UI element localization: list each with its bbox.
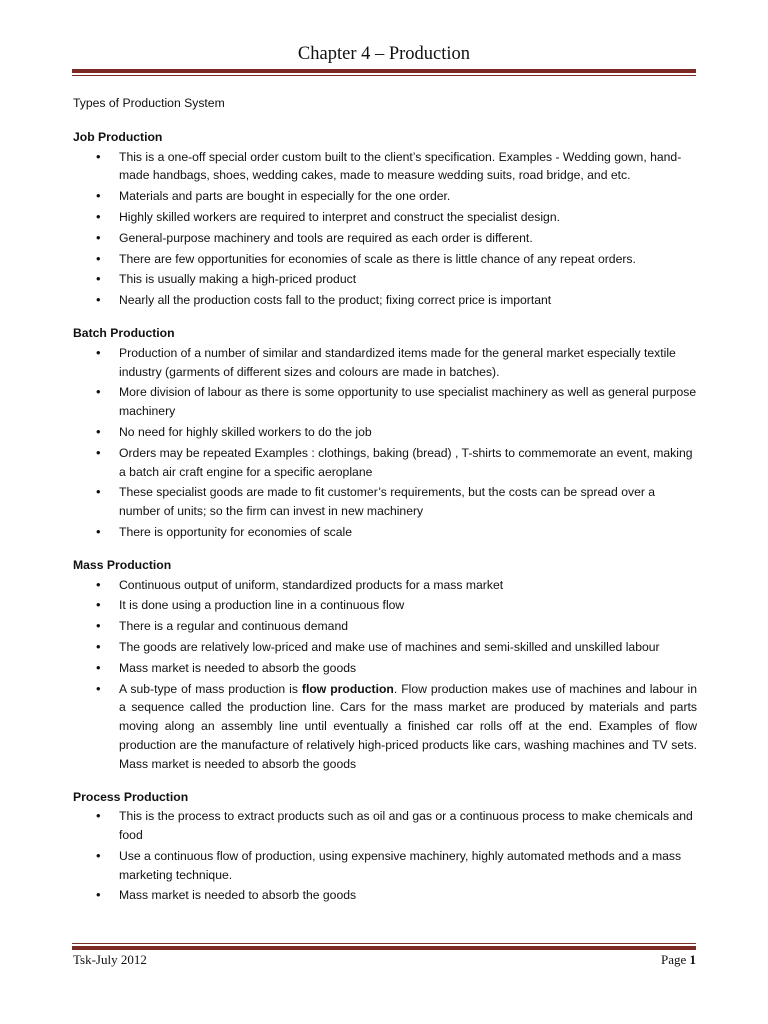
page-number bbox=[661, 952, 696, 968]
list-item: • This is a one-off special order custom built to the client’s specification. Examples - Wedding gown, hand-made handbags, shoes, wedding cakes, made to measure wedding suits, road bridge, and etc. bbox=[73, 148, 697, 186]
list-item: • Highly skilled workers are required to interpret and construct the specialist design. bbox=[73, 208, 697, 227]
list-item: • Mass market is needed to absorb the goods bbox=[73, 886, 697, 905]
job-production-list bbox=[73, 148, 697, 310]
footer-date: Tsk-July 2012 bbox=[73, 952, 147, 967]
list-item: • It is done using a production line in a continuous flow bbox=[73, 596, 697, 615]
mass-production-list bbox=[73, 576, 697, 774]
list-item: • This is the process to extract products such as oil and gas or a continuous process to make chemicals and food bbox=[73, 807, 697, 845]
section-heading-batch: Batch Production bbox=[73, 325, 175, 340]
footer-rule-thick bbox=[72, 946, 696, 950]
list-item: • Mass market is needed to absorb the goods bbox=[73, 659, 697, 678]
document-body bbox=[73, 94, 697, 919]
flow-production-term: flow production bbox=[301, 681, 394, 696]
section-heading-job: Job Production bbox=[73, 129, 163, 144]
flow-text-before: A sub-type of mass production is bbox=[119, 681, 302, 696]
list-item: • Orders may be repeated Examples : clothings, baking (bread) , T-shirts to commemorate an event, making a batch air craft engine for a specific aeroplane bbox=[73, 444, 697, 482]
list-item: • Nearly all the production costs fall to the product; fixing correct price is important bbox=[73, 291, 697, 310]
list-item: • There is a regular and continuous demand bbox=[73, 617, 697, 636]
list-item: • General-purpose machinery and tools are required as each order is different. bbox=[73, 229, 697, 248]
list-item: • Use a continuous flow of production, using expensive machinery, highly automated methods and a mass marketing technique. bbox=[73, 847, 697, 885]
list-item: • These specialist goods are made to fit customer’s requirements, but the costs can be spread over a number of units; so the firm can invest in new machinery bbox=[73, 483, 697, 521]
section-heading-mass: Mass Production bbox=[73, 557, 172, 572]
footer-rule-thin bbox=[72, 943, 696, 944]
list-item: • No need for highly skilled workers to do the job bbox=[73, 423, 697, 442]
list-item: • Continuous output of uniform, standardized products for a mass market bbox=[73, 576, 697, 595]
list-item: • There is opportunity for economies of scale bbox=[73, 523, 697, 542]
list-item: • The goods are relatively low-priced and make use of machines and semi-skilled and unskilled labour bbox=[73, 638, 697, 657]
header-rule-thick bbox=[72, 69, 696, 73]
batch-production-list bbox=[73, 344, 697, 542]
list-item: • Production of a number of similar and standardized items made for the general market especially textile industry (garments of different sizes and colours are made in batches). bbox=[73, 344, 697, 382]
flow-text-after: . Flow production makes use of machines and labour in a sequence called the production line. Cars for the mass market are produced by materials and parts moving along an assembly line until eventually a finished car rolls off at the end. Examples of flow production are the manufacture of relatively high-priced products like cars, washing machines and TV sets. Mass market is needed to absorb the goods bbox=[119, 681, 698, 771]
page-title: Chapter 4 – Production bbox=[297, 44, 471, 64]
list-item: • There are few opportunities for economies of scale as there is little chance of any repeat orders. bbox=[73, 250, 697, 269]
page-number-value: 1 bbox=[689, 952, 696, 967]
list-item: • Materials and parts are bought in especially for the one order. bbox=[73, 187, 697, 206]
process-production-list bbox=[73, 807, 697, 905]
page-label: Page bbox=[660, 952, 687, 967]
list-item: • This is usually making a high-priced product bbox=[73, 270, 697, 289]
header-rule-thin bbox=[72, 75, 696, 76]
list-item: • More division of labour as there is some opportunity to use specialist machinery as well as general purpose machinery bbox=[73, 383, 697, 421]
flow-production-item bbox=[73, 680, 697, 774]
section-heading-process: Process Production bbox=[73, 789, 189, 804]
document-heading: Types of Production System bbox=[73, 96, 225, 110]
